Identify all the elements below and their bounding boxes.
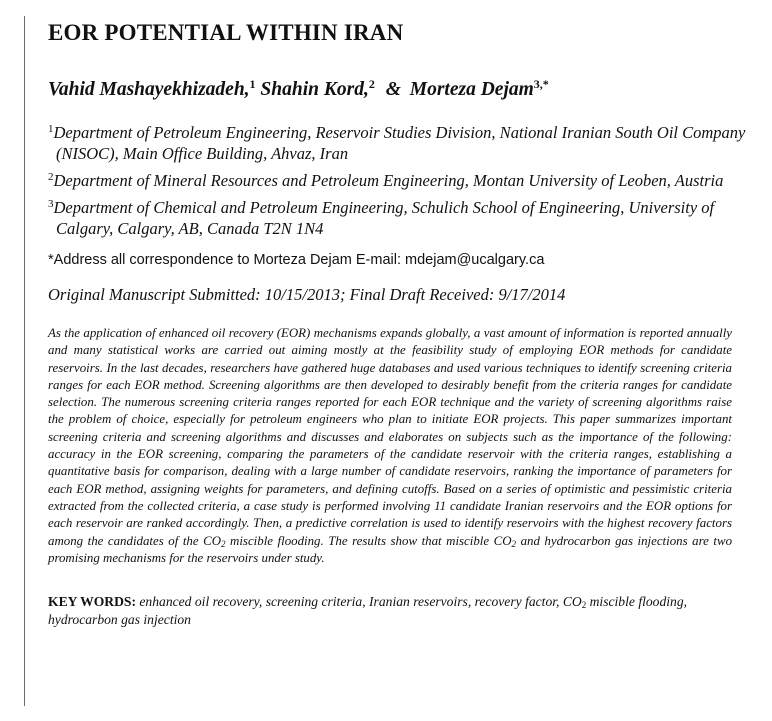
subscript: 2	[221, 538, 226, 549]
author-affiliation-mark: 2	[368, 77, 375, 91]
abstract-text: and hydrocarbon gas injections are two promising mechanisms for the reservoirs under study.	[48, 533, 733, 565]
paper-title: EOR POTENTIAL WITHIN IRAN	[48, 20, 404, 45]
affiliation	[48, 170, 748, 191]
affiliation-text: Department of Mineral Resources and Petroleum Engineering, Montan University of Leoben, Austria	[53, 171, 724, 190]
author-name: Morteza Dejam	[409, 79, 534, 100]
margin-rule	[24, 16, 25, 706]
affiliation	[48, 197, 748, 239]
author-separator: &	[385, 79, 401, 100]
affiliation	[48, 122, 748, 164]
paper-front-matter	[48, 18, 748, 629]
affiliation-mark: 3	[48, 198, 54, 210]
author-list	[48, 78, 748, 102]
manuscript-dates: Original Manuscript Submitted: 10/15/2013; Final Draft Received: 9/17/2014	[48, 285, 566, 304]
abstract-text: As the application of enhanced oil recovery (EOR) mechanisms expands globally, a vast amount of information is reported annually and many statistical works are carried out aiming mostly at the feasibility study of employing EOR methods for candidate reservoirs. In the last decades, researchers have gathered huge databases and used various techniques to identify screening criteria ranges for each EOR method. Screening algorithms are then developed to desirably benefit from the criteria ranges for candidate selection. The numerous screening criteria ranges reported for each EOR technique and the variety of screening algorithms raise the problem of choice, especially for petroleum engineers who plan to initiate EOR projects. This paper summarizes important screening criteria and screening algorithms and discusses and elaborates on subjects such as the importance of the following: accuracy in the EOR screening, comparing the parameters of the candidate reservoir with the criteria ranges, establishing a quantitative basis for comparison, dealing with a large number of candidate reservoirs, ranking the importance of parameters for each EOR method, assigning weights for parameters, and defining cutoffs. Based on a series of optimistic and pessimistic criteria extracted from the collected criteria, a case study is performed involving 11 candidate Iranian reservoirs and the EOR options for each reservoir are ranked accordingly. Then, a predictive correlation is used to identify reservoirs with the highest recovery factors among the candidates of the CO	[48, 326, 732, 548]
author-affiliation-mark: 1	[249, 77, 256, 91]
correspondence-note: *Address all correspondence to Morteza Dejam E-mail: mdejam@ucalgary.ca	[48, 252, 545, 268]
abstract-text: miscible flooding. The results show that miscible CO	[225, 533, 512, 548]
abstract	[48, 325, 732, 567]
author-affiliation-mark: 3,*	[533, 77, 549, 91]
keywords-text: enhanced oil recovery, screening criteria, Iranian reservoirs, recovery factor, CO	[136, 594, 582, 610]
keywords-text: miscible flooding, hydrocarbon gas injection	[48, 594, 688, 628]
author-name: Vahid Mashayekhizadeh,	[48, 79, 250, 100]
subscript: 2	[511, 538, 517, 549]
keywords-label: KEY WORDS:	[48, 594, 136, 610]
keywords	[48, 593, 732, 629]
affiliation-mark: 1	[48, 123, 54, 135]
affiliation-mark: 2	[48, 171, 54, 183]
subscript: 2	[581, 600, 587, 611]
affiliation-text: Department of Chemical and Petroleum Engineering, Schulich School of Engineering, University of Calgary, Calgary, AB, Canada T2N 1N4	[53, 198, 715, 238]
author-name: Shahin Kord,	[260, 79, 369, 100]
affiliation-text: Department of Petroleum Engineering, Reservoir Studies Division, National Iranian South Oil Company (NISOC), Main Office Building, Ahvaz, Iran	[53, 123, 746, 163]
